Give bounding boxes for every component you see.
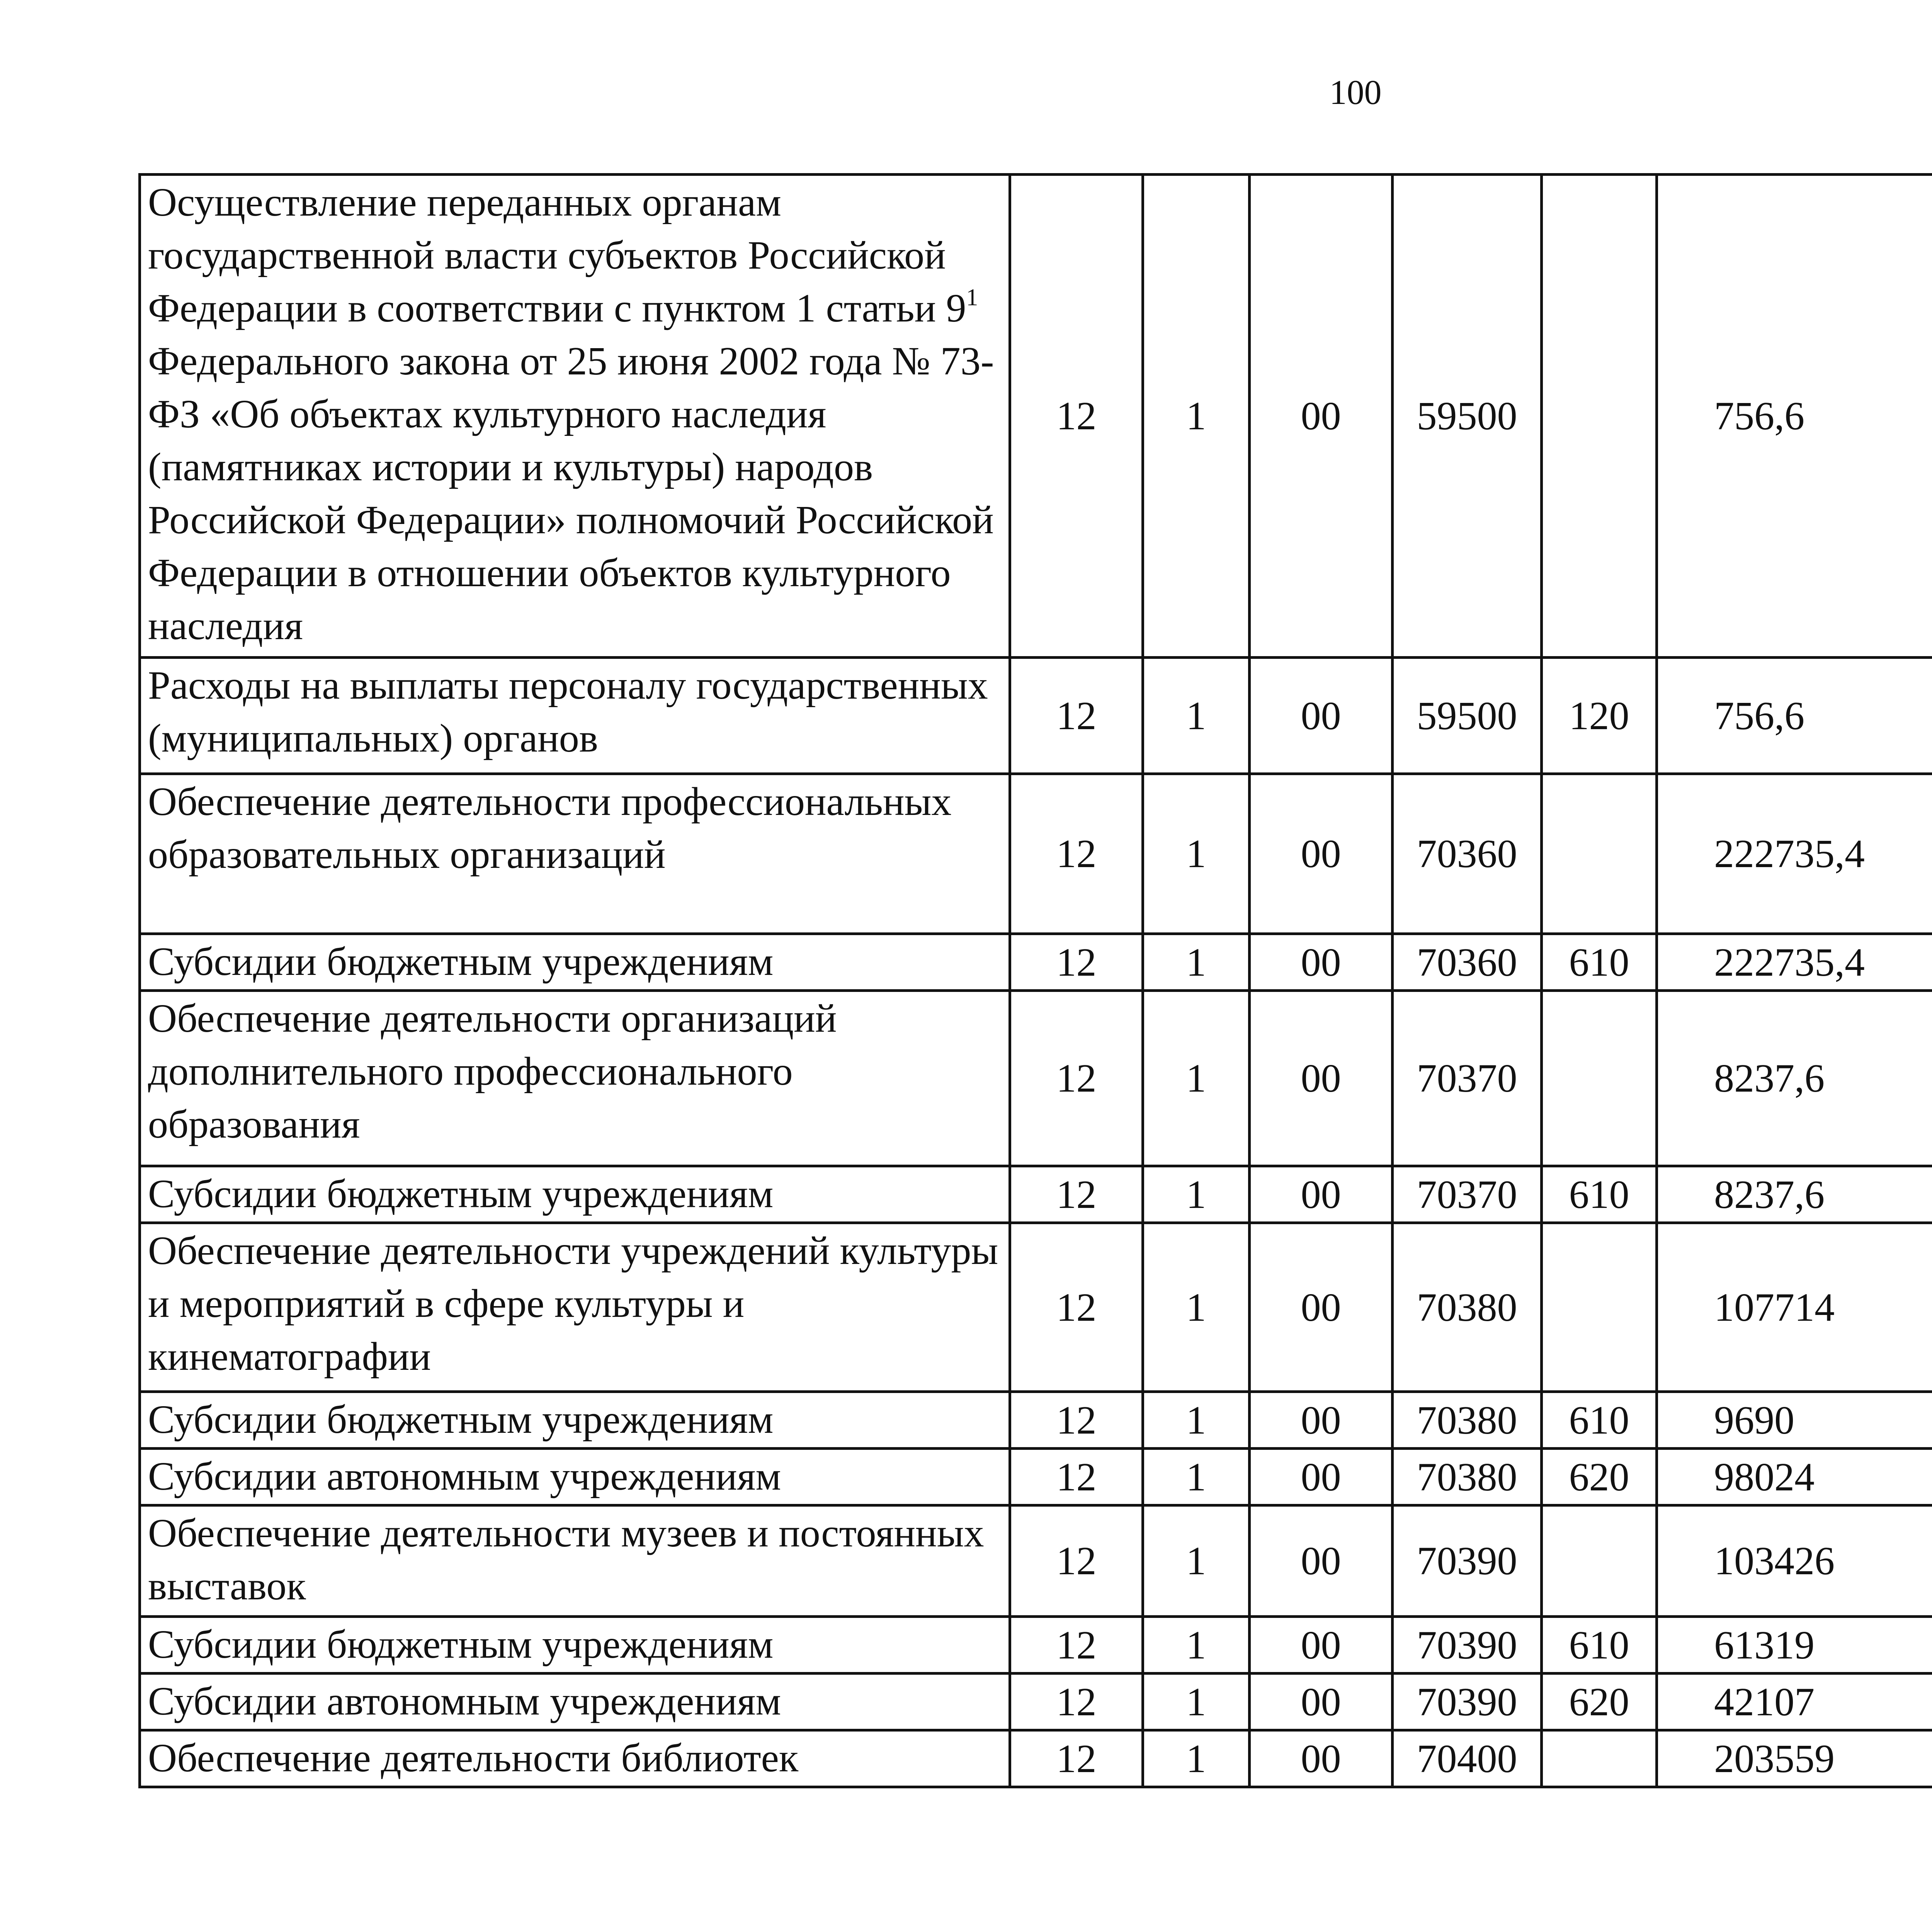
amount-cell: 42107 — [1657, 1674, 1932, 1730]
row-description: Обеспечение деятельности организаций дополнительного профессионального образования — [140, 991, 1010, 1166]
amount-cell: 107714 — [1657, 1223, 1932, 1392]
code-cell: 1 — [1143, 1223, 1250, 1392]
amount-cell: 222735,4 — [1657, 774, 1932, 934]
code-cell: 1 — [1143, 934, 1250, 991]
amount-cell: 756,6 — [1657, 175, 1932, 658]
code-cell: 12 — [1010, 1166, 1143, 1223]
code-cell: 12 — [1010, 1674, 1143, 1730]
amount-cell: 9690 — [1657, 1392, 1932, 1449]
table-row — [140, 1166, 1932, 1223]
code-cell: 00 — [1250, 1617, 1393, 1674]
code-cell: 1 — [1143, 1730, 1250, 1787]
table-row — [140, 774, 1932, 934]
code-cell: 12 — [1010, 658, 1143, 774]
code-cell: 12 — [1010, 991, 1143, 1166]
code-cell: 00 — [1250, 1392, 1393, 1449]
code-cell: 70360 — [1393, 774, 1542, 934]
row-description: Осуществление переданных органам государственной власти субъектов Российской Федерации в соответствии с пунктом 1 статьи $9^1$ Федерального закона от 25 июня 2002 года № 73-ФЗ «Об объектах культурного наследия (памятниках истории и культуры) народов Российской Федерации» полномочий Российской Федерации в отношении объектов культурного наследия — [140, 175, 1010, 658]
row-description: Субсидии бюджетным учреждениям — [140, 1392, 1010, 1449]
code-cell: 1 — [1143, 1505, 1250, 1617]
code-cell — [1542, 1223, 1657, 1392]
table-row — [140, 1505, 1932, 1617]
code-cell: 00 — [1250, 1223, 1393, 1392]
code-cell: 1 — [1143, 1449, 1250, 1505]
code-cell: 610 — [1542, 1166, 1657, 1223]
code-cell: 59500 — [1393, 658, 1542, 774]
code-cell: 12 — [1010, 1392, 1143, 1449]
table-row — [140, 658, 1932, 774]
code-cell: 1 — [1143, 774, 1250, 934]
row-description: Субсидии автономным учреждениям — [140, 1674, 1010, 1730]
code-cell: 00 — [1250, 1166, 1393, 1223]
code-cell: 1 — [1143, 658, 1250, 774]
code-cell: 1 — [1143, 991, 1250, 1166]
table-row — [140, 175, 1932, 658]
code-cell — [1542, 1505, 1657, 1617]
code-cell: 12 — [1010, 1223, 1143, 1392]
code-cell: 1 — [1143, 1674, 1250, 1730]
code-cell: 1 — [1143, 175, 1250, 658]
amount-cell: 61319 — [1657, 1617, 1932, 1674]
code-cell: 59500 — [1393, 175, 1542, 658]
code-cell: 00 — [1250, 1674, 1393, 1730]
code-cell: 12 — [1010, 1617, 1143, 1674]
code-cell: 00 — [1250, 175, 1393, 658]
code-cell: 610 — [1542, 1617, 1657, 1674]
amount-cell: 756,6 — [1657, 658, 1932, 774]
code-cell: 12 — [1010, 1730, 1143, 1787]
superscript: 1 — [966, 284, 978, 311]
table-row — [140, 1449, 1932, 1505]
code-cell: 1 — [1143, 1617, 1250, 1674]
table-row — [140, 1617, 1932, 1674]
code-cell: 00 — [1250, 934, 1393, 991]
code-cell: 610 — [1542, 934, 1657, 991]
amount-cell: 98024 — [1657, 1449, 1932, 1505]
page-number: 100 — [1329, 73, 1382, 112]
code-cell: 70380 — [1393, 1392, 1542, 1449]
code-cell: 70360 — [1393, 934, 1542, 991]
row-description: Субсидии бюджетным учреждениям — [140, 1166, 1010, 1223]
code-cell: 00 — [1250, 774, 1393, 934]
code-cell: 12 — [1010, 175, 1143, 658]
code-cell — [1542, 774, 1657, 934]
code-cell: 00 — [1250, 1730, 1393, 1787]
code-cell: 12 — [1010, 1449, 1143, 1505]
code-cell: 12 — [1010, 934, 1143, 991]
code-cell: 1 — [1143, 1392, 1250, 1449]
row-description: Субсидии бюджетным учреждениям — [140, 1617, 1010, 1674]
code-cell: 70370 — [1393, 1166, 1542, 1223]
amount-cell: 203559 — [1657, 1730, 1932, 1787]
code-cell: 12 — [1010, 774, 1143, 934]
code-cell: 610 — [1542, 1392, 1657, 1449]
budget-table — [138, 173, 1932, 1788]
code-cell: 70400 — [1393, 1730, 1542, 1787]
code-cell: 00 — [1250, 658, 1393, 774]
code-cell: 70370 — [1393, 991, 1542, 1166]
code-cell: 00 — [1250, 1505, 1393, 1617]
amount-cell: 8237,6 — [1657, 991, 1932, 1166]
table-row — [140, 1674, 1932, 1730]
code-cell: 70380 — [1393, 1223, 1542, 1392]
amount-cell: 222735,4 — [1657, 934, 1932, 991]
table-row — [140, 934, 1932, 991]
code-cell: 70390 — [1393, 1505, 1542, 1617]
code-cell: 70390 — [1393, 1617, 1542, 1674]
code-cell: 620 — [1542, 1674, 1657, 1730]
code-cell: 70390 — [1393, 1674, 1542, 1730]
row-description: Обеспечение деятельности библиотек — [140, 1730, 1010, 1787]
code-cell — [1542, 1730, 1657, 1787]
code-cell — [1542, 991, 1657, 1166]
amount-cell: 8237,6 — [1657, 1166, 1932, 1223]
table-row — [140, 1730, 1932, 1787]
row-description: Субсидии бюджетным учреждениям — [140, 934, 1010, 991]
code-cell: 00 — [1250, 991, 1393, 1166]
table-row — [140, 1223, 1932, 1392]
row-description: Обеспечение деятельности учреждений культуры и мероприятий в сфере культуры и кинематографии — [140, 1223, 1010, 1392]
code-cell: 12 — [1010, 1505, 1143, 1617]
code-cell: 120 — [1542, 658, 1657, 774]
table-row — [140, 1392, 1932, 1449]
row-description: Расходы на выплаты персоналу государственных (муниципальных) органов — [140, 658, 1010, 774]
amount-cell: 103426 — [1657, 1505, 1932, 1617]
code-cell: 00 — [1250, 1449, 1393, 1505]
code-cell: 1 — [1143, 1166, 1250, 1223]
code-cell: 620 — [1542, 1449, 1657, 1505]
table-row — [140, 991, 1932, 1166]
row-description: Обеспечение деятельности профессиональных образовательных организаций — [140, 774, 1010, 934]
row-description: Обеспечение деятельности музеев и постоянных выставок — [140, 1505, 1010, 1617]
code-cell — [1542, 175, 1657, 658]
row-description: Субсидии автономным учреждениям — [140, 1449, 1010, 1505]
code-cell: 70380 — [1393, 1449, 1542, 1505]
